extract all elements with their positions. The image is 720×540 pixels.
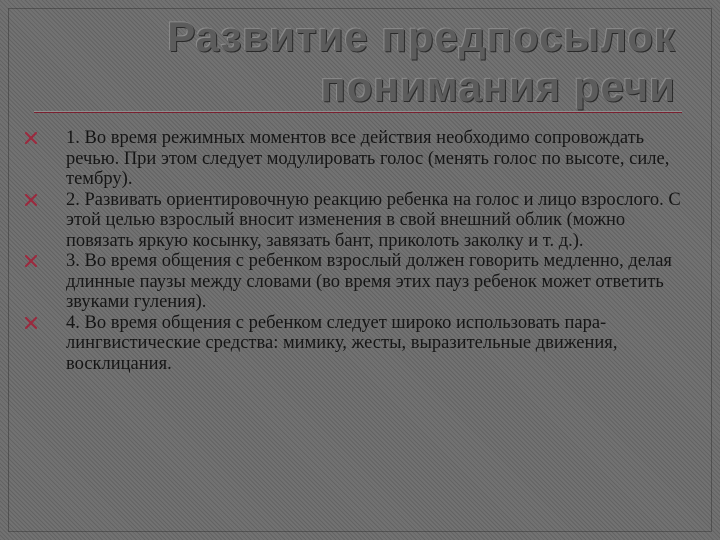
slide-title xyxy=(116,12,676,112)
title-line-1: Развитие предпосылок xyxy=(167,13,676,60)
list-item-text: 3. Во время общения с ребенком взрослый должен говорить медленно, делая длинные паузы между словами (во время этих пауз ребенок может ответить звуками гуления). xyxy=(66,251,672,312)
list-item xyxy=(24,128,684,190)
list-item-text: 2. Развивать ориентировочную реакцию ребенка на голос и лицо взрослого. С этой целью взрослый вносит изменения в свой внешний облик (можно повязать яркую косынку, завязать бант, приколоть заколку и т. д.). xyxy=(66,189,681,251)
x-bullet-icon xyxy=(24,131,38,145)
x-bullet-icon xyxy=(24,316,38,330)
title-line-2: понимания речи xyxy=(320,63,676,110)
x-bullet-icon xyxy=(24,193,38,207)
list-item xyxy=(24,190,684,252)
list-item-text: 1. Во время режимных моментов все действия необходимо сопровождать речью. При этом следует модулировать голос (менять голос по высоте, силе, тембру). xyxy=(66,128,670,189)
list-item-text: 4. Во время общения с ребенком следует широко использовать пара-лингвистические средства: мимику, жесты, выразительные движения, восклицания. xyxy=(66,312,618,374)
x-bullet-icon xyxy=(24,254,38,268)
bullet-list xyxy=(24,128,684,374)
title-divider xyxy=(34,111,682,113)
list-item xyxy=(24,251,684,313)
list-item xyxy=(24,313,684,375)
